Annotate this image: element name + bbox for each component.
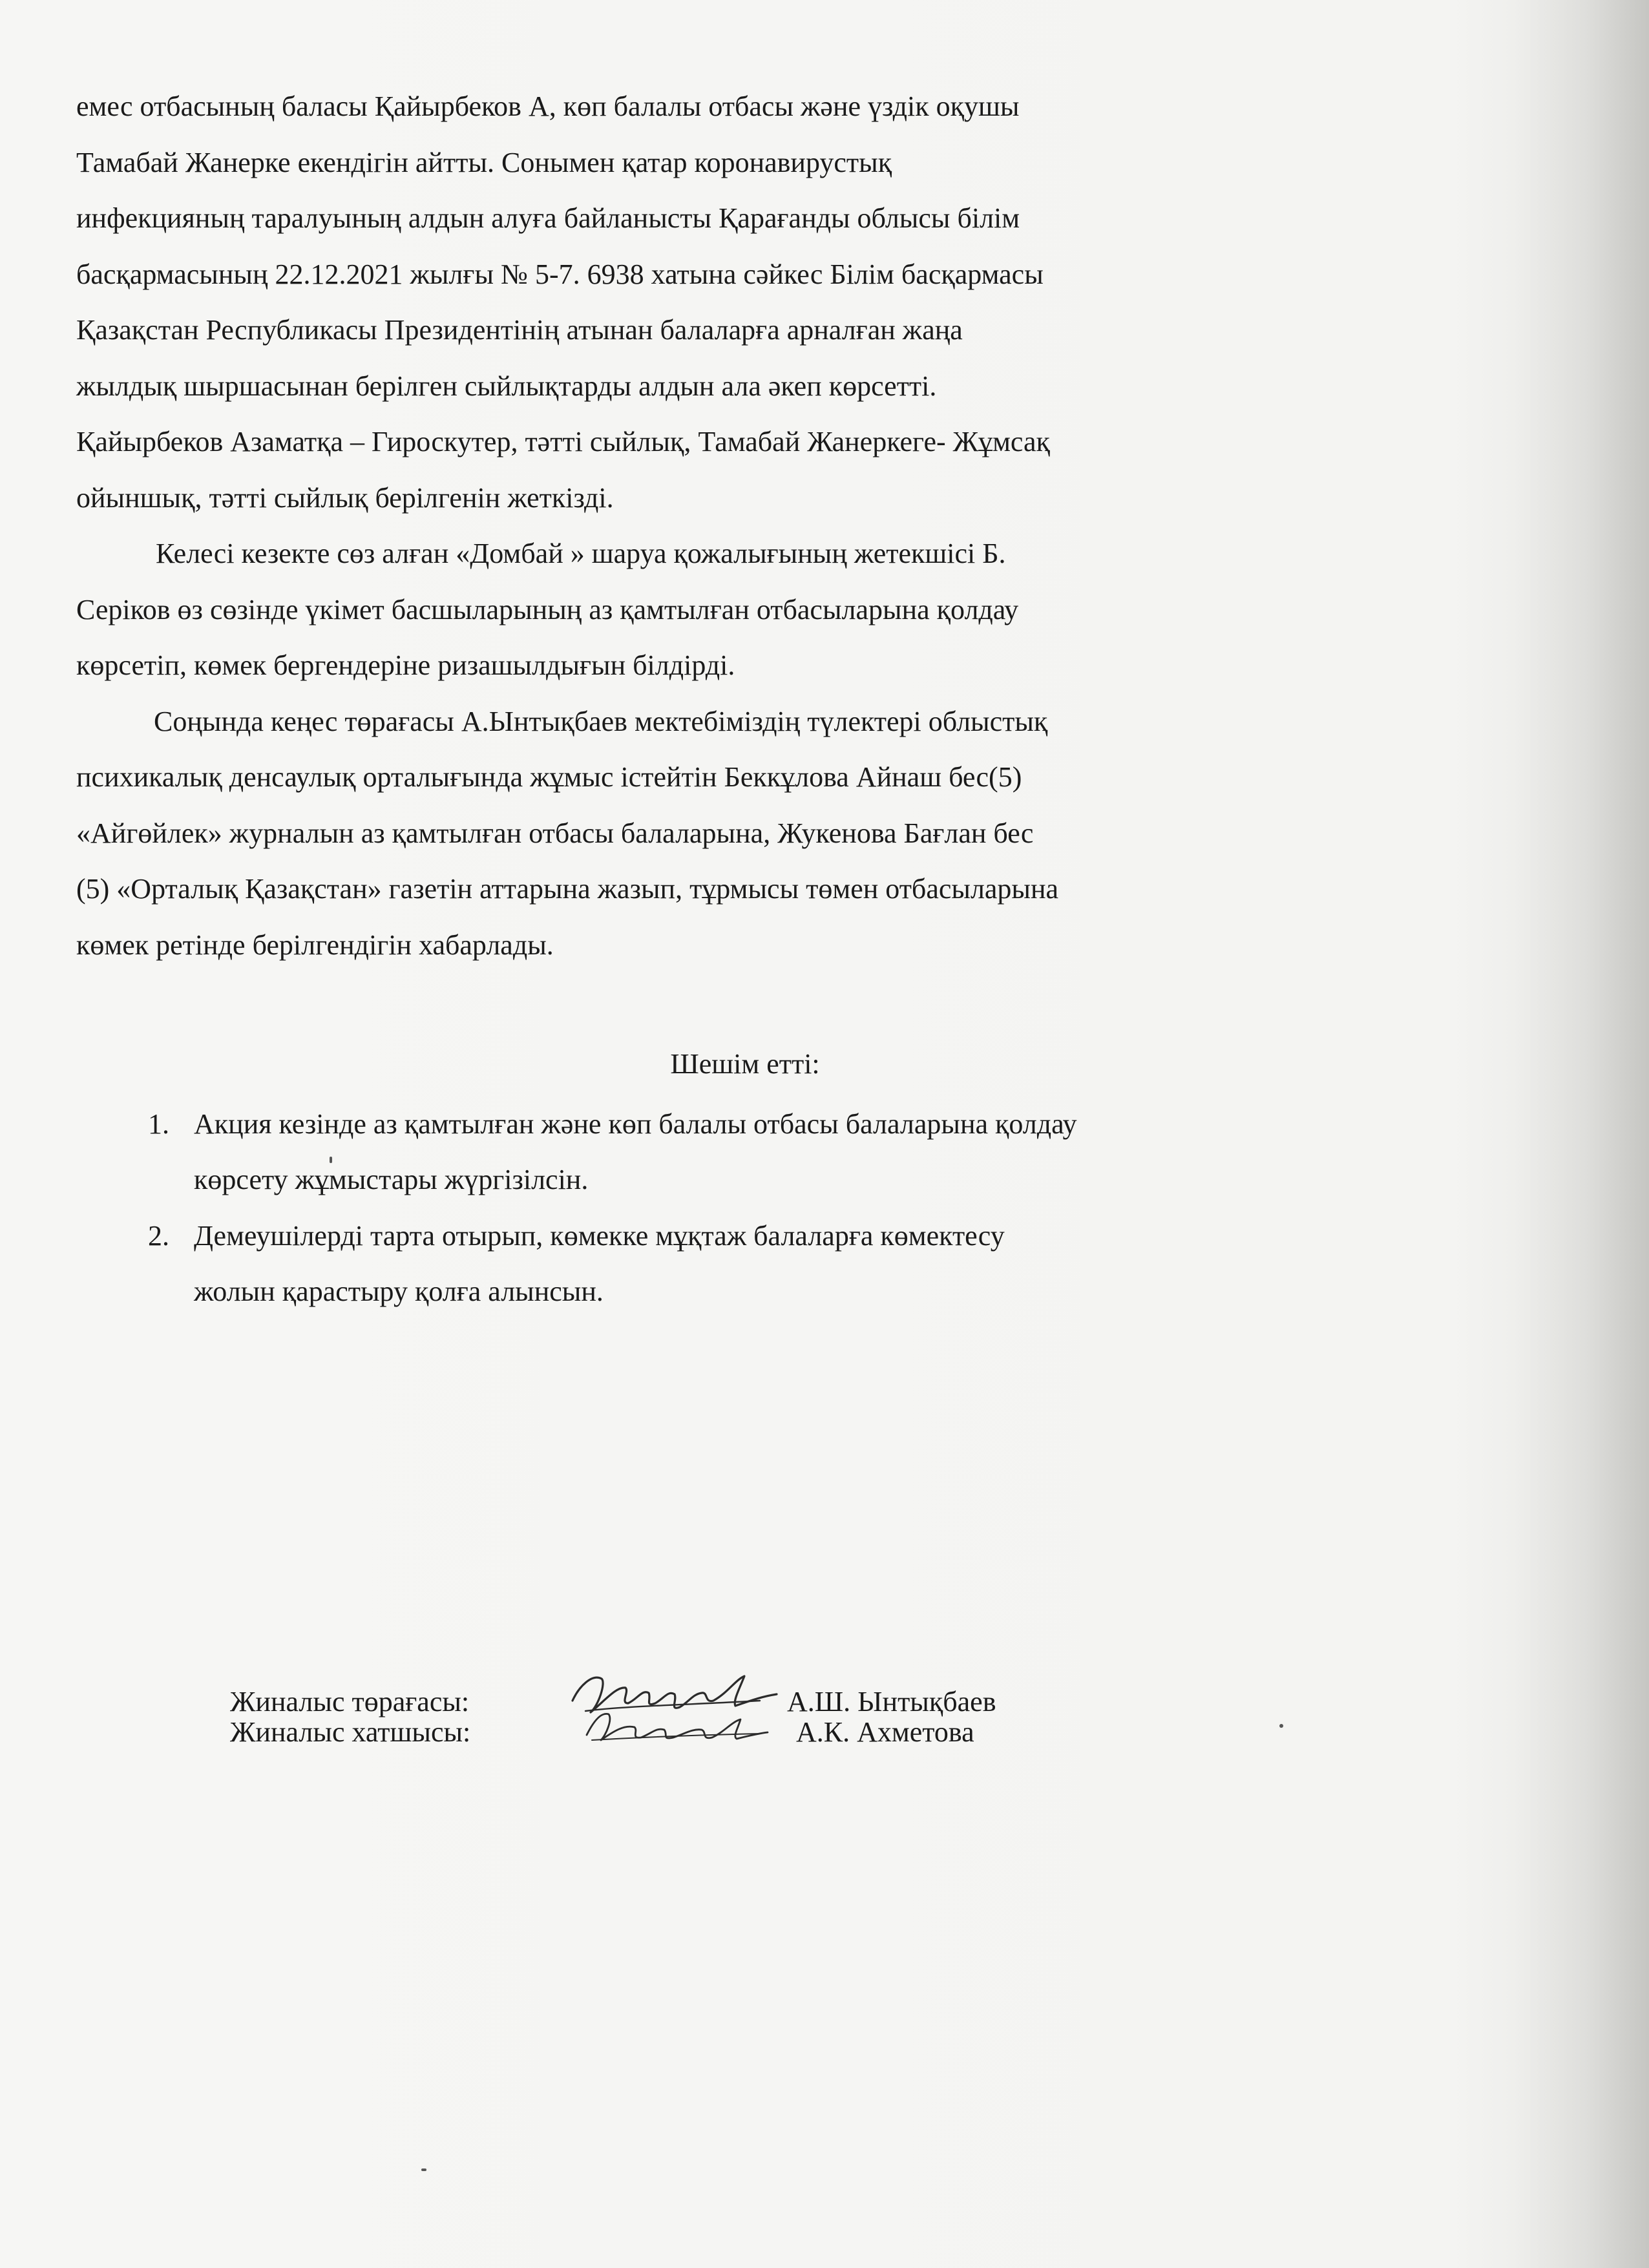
paragraph-2 [76, 526, 1375, 694]
text-line: психикалық денсаулық орталығында жұмыс істейтін Беккұлова Айнаш бес(5) [76, 761, 1022, 793]
text-line: инфекцияның таралуының алдын алуға байланысты Қарағанды облысы білім [76, 202, 1020, 234]
text-line: Акция кезінде аз қамтылған және көп балалы отбасы балаларына қолдау [194, 1108, 1077, 1140]
text-line: көрсетіп, көмек бергендеріне ризашылдығын білдірді. [76, 649, 735, 681]
paragraph-1 [76, 79, 1375, 526]
signer-name: А.Ш. Ынтықбаев [787, 1686, 996, 1717]
text-line: жолын қарастыру қолға алынсын. [194, 1276, 604, 1307]
decision-list [76, 1097, 1375, 1320]
text-line: (5) «Орталық Қазақстан» газетін аттарына жазып, тұрмысы төмен отбасыларына [76, 873, 1059, 905]
decision-item-2 [76, 1208, 1375, 1320]
signer-name: А.К. Ахметова [796, 1716, 974, 1748]
text-line: «Айгөйлек» журналын аз қамтылған отбасы балаларына, Жукенова Бағлан бес [76, 817, 1034, 849]
text-line: емес отбасының баласы Қайырбеков А, көп балалы отбасы және үздік оқушы [76, 90, 1020, 122]
text-line: басқармасының 22.12.2021 жылғы № 5-7. 6938 хатына сәйкес Білім басқармасы [76, 258, 1044, 290]
scan-edge-shadow [1513, 0, 1649, 2268]
signature-label: Жиналыс төрағасы: [230, 1686, 470, 1717]
text-line: жылдық шыршасынан берілген сыйлықтарды алдын ала әкеп көрсетті. [76, 370, 937, 402]
scan-speck [1279, 1724, 1283, 1728]
signature-block [230, 1686, 1135, 1747]
text-line: көрсету жұмыстары жүргізілсін. [194, 1164, 589, 1195]
handwritten-signature-secretary [579, 1703, 773, 1754]
decision-heading: Шешім етті: [670, 1048, 820, 1080]
text-line: Демеушілерді тарта отырып, көмекке мұқтаж балаларға көмектесу [194, 1219, 1005, 1252]
text-line: Серіков өз сөзінде үкімет басшыларының аз қамтылған отбасыларына қолдау [76, 593, 1019, 625]
text-line: Қайырбеков Азаматқа – Гироскутер, тәтті сыйлық, Тамабай Жанеркеге- Жұмсақ [76, 426, 1050, 457]
signature-label: Жиналыс хатшысы: [230, 1716, 471, 1748]
decision-item-1 [76, 1097, 1375, 1208]
scan-speck [421, 2168, 426, 2171]
list-number: 1. [148, 1108, 169, 1140]
document-body [76, 79, 1375, 1320]
text-line: Соңында кеңес төрағасы А.Ынтықбаев мектебіміздің түлектері облыстық [154, 705, 1048, 737]
text-line: Тамабай Жанерке екендігін айтты. Сонымен қатар коронавирустық [76, 146, 892, 178]
paragraph-3 [76, 694, 1375, 974]
scan-speck [330, 1157, 332, 1163]
text-line: Қазақстан Республикасы Президентінің атынан балаларға арналған жаңа [76, 314, 963, 346]
text-line: ойыншық, тәтті сыйлық берілгенін жеткізді. [76, 481, 614, 514]
text-line: Келесі кезекте сөз алған «Домбай » шаруа қожалығының жетекшісі Б. [156, 538, 1006, 569]
signature-row-secretary [230, 1717, 1135, 1747]
text-line: көмек ретінде берілгендігін хабарлады. [76, 929, 554, 961]
list-number: 2. [148, 1219, 169, 1252]
